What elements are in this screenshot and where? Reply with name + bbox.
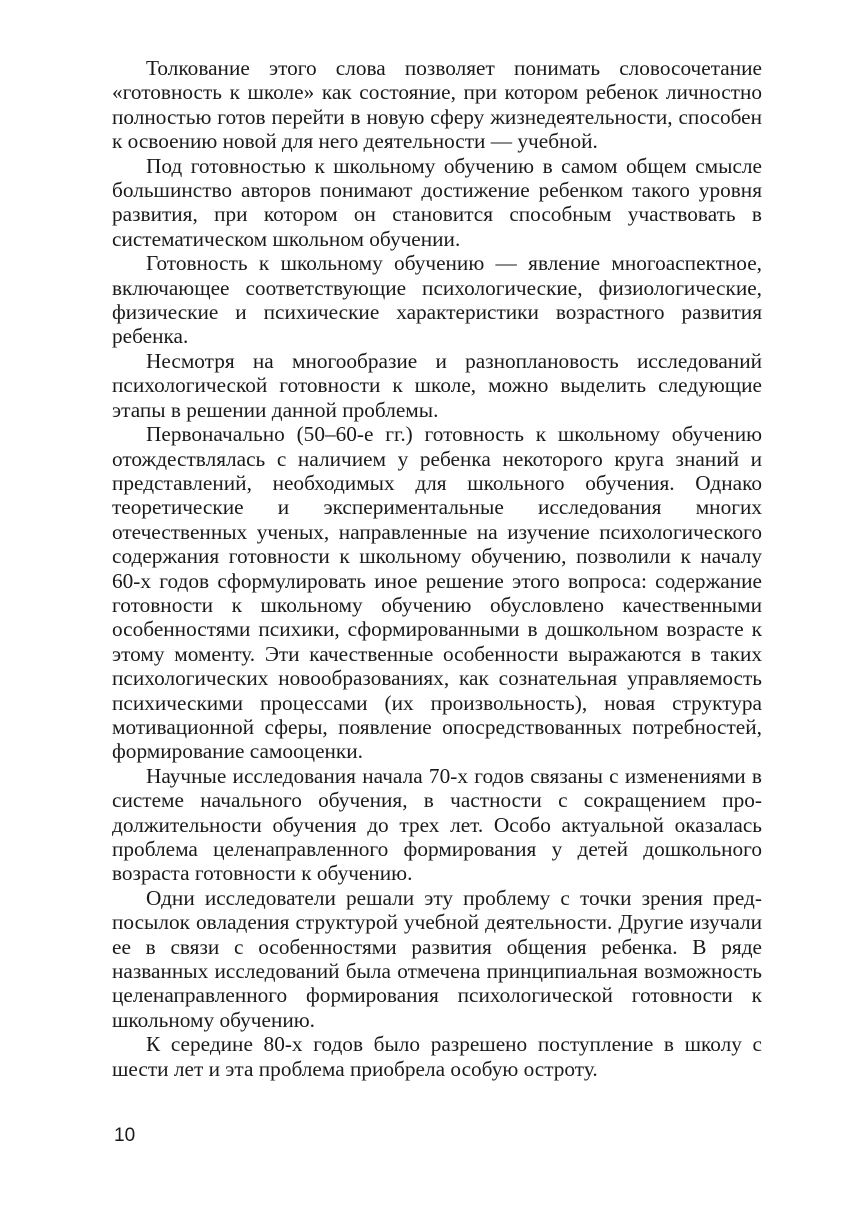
- paragraph-6: Научные исследования начала 70-х годов связаны с изменениями в системе начального обучения, в частности с сокращением продолжительности обучения до трех лет. Особо актуальной оказалась проблема целенаправленного формирования у детей дошкольного возраста готовности к обучению.: [112, 763, 762, 886]
- paragraph-4: Несмотря на многообразие и разноплановость исследований психологической готовности к школе, можно выделить следующие этапы в решении данной проблемы.: [112, 348, 762, 422]
- paragraph-7: Одни исследователи решали эту проблему с точки зрения предпосылок овладения структурой учебной деятельности. Другие изучали ее в связи с особенностями развития общения ребенка. В ряде названных исследований была отмечена принципиальная возможность целенаправленного формирования психологической готовности к школьному обучению.: [112, 885, 762, 1032]
- paragraph-3: Готовность к школьному обучению — явление многоаспектное, включающее соответствующие психологические, физиологические, физические и психические характеристики возрастного развития ребенка.: [112, 251, 762, 349]
- paragraph-1: Толкование этого слова позволяет понимать словосочетание «готовность к школе» как состояние, при котором ребенок личностно полностью готов перейти в новую сферу жизнедеятельности, способен к освоению новой для него деятельности — учебной.: [112, 56, 762, 154]
- page-number: 10: [114, 1125, 136, 1146]
- body-text: [112, 56, 762, 1081]
- paragraph-8: К середине 80-х годов было разрешено поступление в школу с шести лет и эта проблема приобрела особую остроту.: [112, 1032, 762, 1081]
- paragraph-2: Под готовностью к школьному обучению в самом общем смысле большинство авторов понимают достижение ребенком такого уровня развития, при котором он становится способным участвовать в систематическом школьном обучении.: [112, 153, 762, 251]
- paragraph-5: Первоначально (50–60-е гг.) готовность к школьному обучению отождествлялась с наличием у ребенка некоторого круга знаний и представлений, необходимых для школьного обучения. Однако теоретические и экспериментальные исследования многих отечественных ученых, направленные на изучение психологического содержания готовности к школьному обучению, позволили к началу 60-х годов сформулировать иное решение этого вопроса: содержание готовности к школьному обучению обусловлено качественными особенностями психики, сформированными в дошкольном возрасте к этому моменту. Эти качественные особенности выражаются в таких психологических новообразованиях, как сознательная управляемость психическими процессами (их произвольность), новая структура мотивационной сферы, появление опосредствованных потребностей, формирование самооценки.: [112, 422, 762, 764]
